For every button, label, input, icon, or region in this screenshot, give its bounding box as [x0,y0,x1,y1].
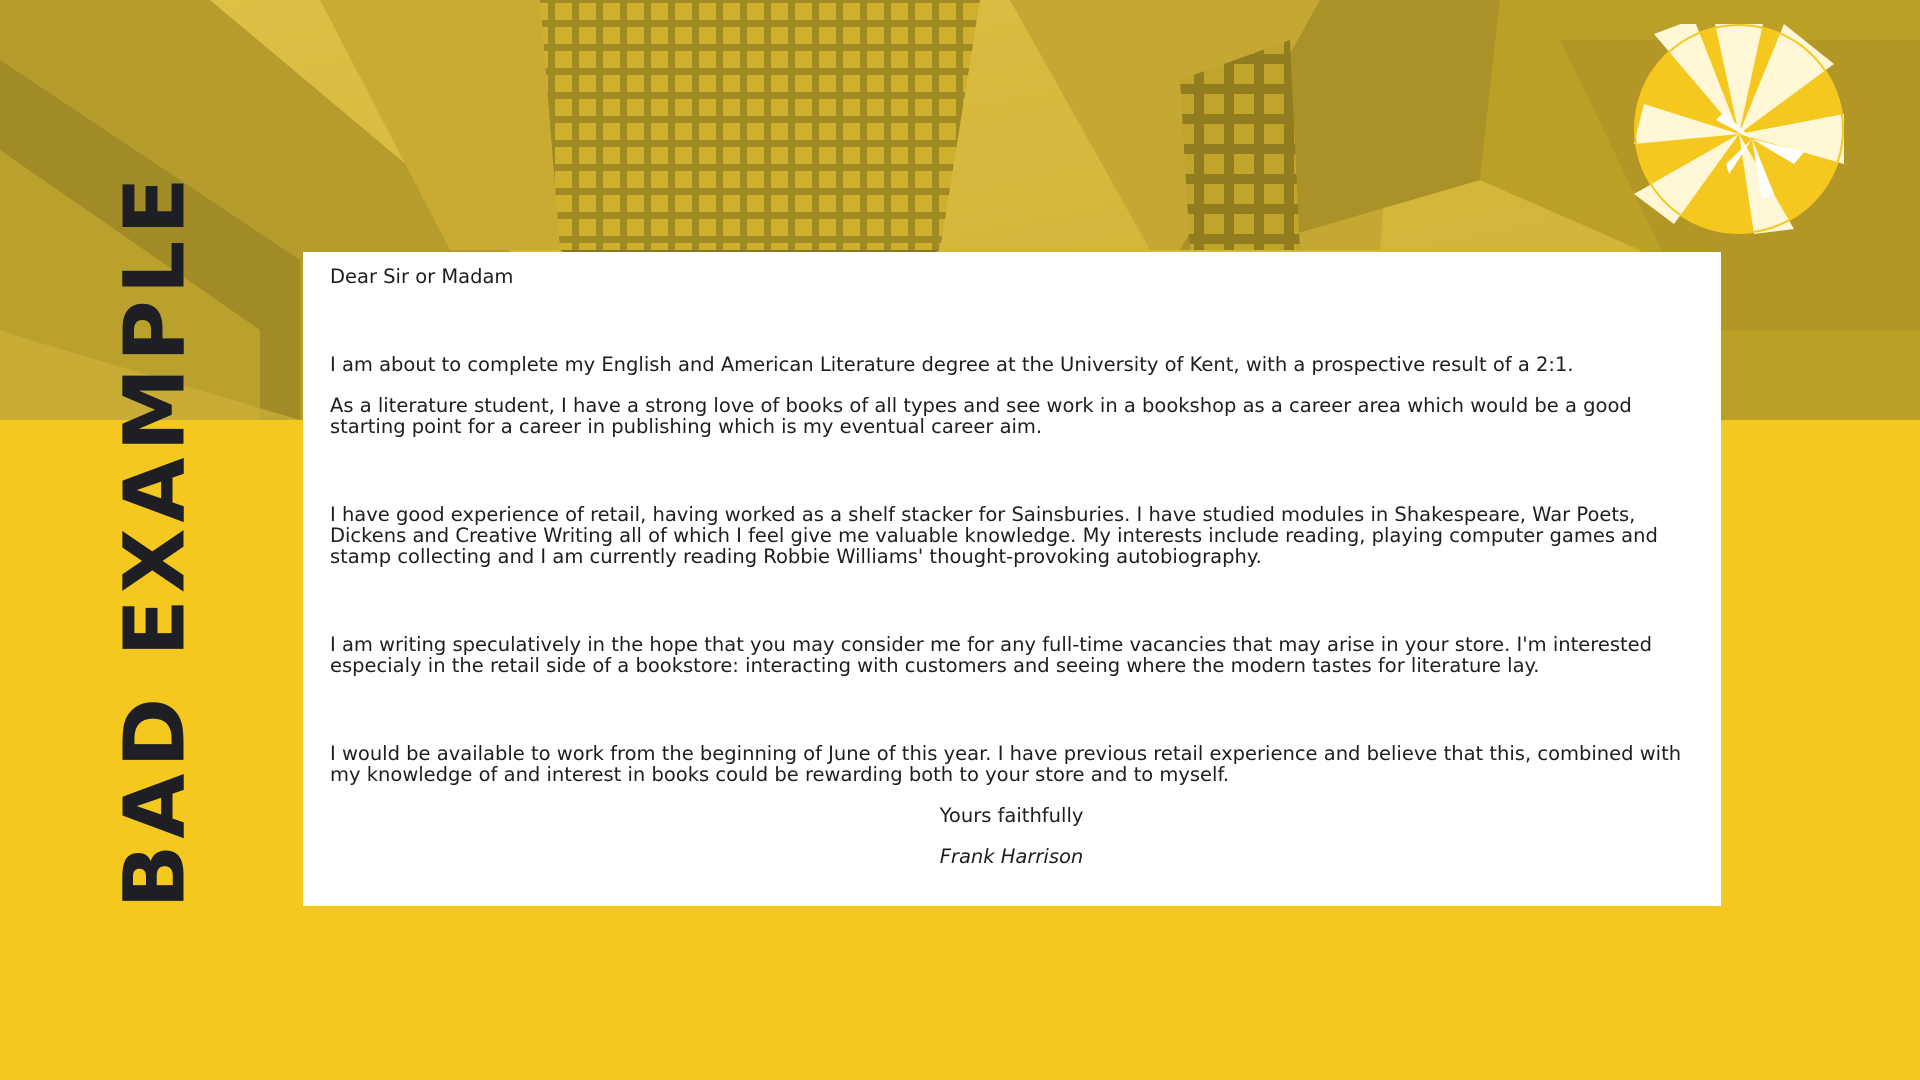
letter-salutation: Dear Sir or Madam [330,265,514,288]
letter-paragraph: I have good experience of retail, having worked as a shelf stacker for Sainsburies. I have studied modules in Shakespeare, War Poets, Dickens and Creative Writing all of which I feel give me valuable knowledge. My interests include reading, playing computer games and stamp collecting and I am currently reading Robbie Williams' thought-provoking autobiography. [330,503,1658,568]
letter-paragraph: I am writing speculatively in the hope that you may consider me for any full-time vacancies that may arise in your store. I'm interested especialy in the retail side of a bookstore: interacting with customers and seeing where the modern tastes for literature lay. [330,633,1653,677]
letter-signature: Frank Harrison [939,845,1084,868]
letter-paragraph: I would be available to work from the beginning of June of this year. I have previous retail experience and believe that this, combined with my knowledge of and interest in books could be rewarding both to your store and to myself. [330,742,1682,786]
letter-paragraph: I am about to complete my English and American Literature degree at the University of Kent, with a prospective result of a 2:1. [330,353,1574,376]
starburst-circle-logo-icon [1634,24,1844,234]
letter-closing: Yours faithfully [939,804,1084,827]
letter-paragraph: As a literature student, I have a strong love of books of all types and see work in a bookshop as a career area which would be a good starting point for a career in publishing which is my eventual career aim. [330,394,1632,438]
side-title-text: BAD EXAMPLE [106,171,205,909]
cover-letter-card [303,252,1721,906]
side-title [80,171,230,909]
